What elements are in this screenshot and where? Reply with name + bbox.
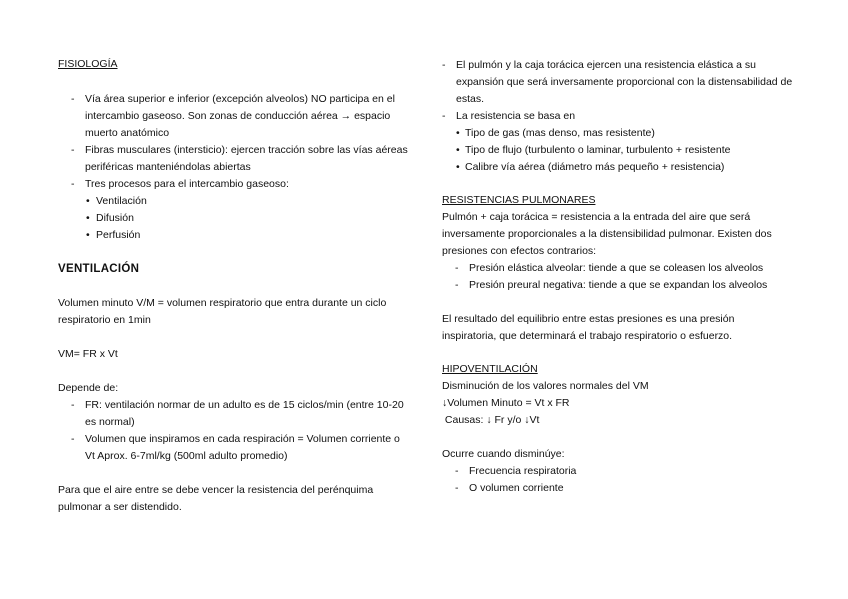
list-item: - Frecuencia respiratoria	[442, 463, 802, 480]
list-item: • Calibre vía aérea (diámetro más pequeño + resistencia)	[442, 159, 802, 176]
list-item: - El pulmón y la caja torácica ejercen una resistencia elástica a su expansión que será inversamente proporcional con la distensabilidad de estas.	[442, 57, 802, 108]
fisiologia-heading: FISIOLOGÍA	[58, 58, 118, 70]
depende-list	[58, 397, 408, 465]
list-item: - Volumen que inspiramos en cada respiración = Volumen corriente o Vt Aprox. 6-7ml/kg (500ml adulto promedio)	[58, 431, 408, 465]
ventilacion-heading: VENTILACIÓN	[58, 263, 140, 275]
depende-text: Depende de:	[58, 382, 119, 394]
resistencia-factores-list	[442, 125, 802, 176]
hipoventilacion-def: Disminución de los valores normales del VM	[442, 380, 649, 392]
fisiologia-list	[58, 91, 408, 193]
list-item: - Vía área superior e inferior (excepción alveolos) NO participa en el intercambio gaseoso. Son zonas de conducción aérea → espacio muerto anatómico	[58, 91, 408, 142]
equilibrio-text: El resultado del equilibrio entre estas presiones es una presión inspiratoria, que determinará el trabajo respiratorio o esfuerzo.	[442, 313, 735, 342]
list-item: - O volumen corriente	[442, 480, 802, 497]
list-item: - FR: ventilación normar de un adulto es de 15 ciclos/min (entre 10-20 es normal)	[58, 397, 408, 431]
list-item: - Tres procesos para el intercambio gaseoso:	[58, 176, 408, 193]
presiones-list	[442, 260, 802, 294]
resistencias-heading: RESISTENCIAS PULMONARES	[442, 194, 596, 206]
ocurre-text: Ocurre cuando disminúye:	[442, 448, 565, 460]
resistencia-parenquima-text: Para que el aire entre se debe vencer la resistencia del perénquima pulmonar a ser distendido.	[58, 484, 374, 513]
resistencias-text: Pulmón + caja torácica = resistencia a la entrada del aire que será inversamente proporcionales a la distensibilidad pulmonar. Existen dos presiones con efectos contrarios:	[442, 211, 772, 257]
list-item: - La resistencia se basa en	[442, 108, 802, 125]
list-item: • Tipo de gas (mas denso, mas resistente)	[442, 125, 802, 142]
list-item: • Perfusión	[58, 227, 408, 244]
resistencia-elastica-list	[442, 57, 802, 125]
volumen-minuto-formula: ↓Volumen Minuto = Vt x FR	[442, 397, 570, 409]
disminucion-list	[442, 463, 802, 497]
list-item: • Difusión	[58, 210, 408, 227]
vm-formula: VM= FR x Vt	[58, 348, 118, 360]
list-item: • Ventilación	[58, 193, 408, 210]
list-item: - Presión elástica alveolar: tiende a que se coleasen los alveolos	[442, 260, 802, 277]
volumen-minuto-text: Volumen minuto V/M = volumen respiratorio que entra durante un ciclo respiratorio en 1min	[58, 297, 387, 326]
hipoventilacion-heading: HIPOVENTILACIÓN	[442, 363, 538, 375]
list-item: - Fibras musculares (intersticio): ejercen tracción sobre las vías aéreas periféricas manteniéndolas abiertas	[58, 142, 408, 176]
list-item: • Tipo de flujo (turbulento o laminar, turbulento + resistente	[442, 142, 802, 159]
list-item: - Presión preural negativa: tiende a que se expandan los alveolos	[442, 277, 802, 294]
causas-text: Causas: ↓ Fr y/o ↓Vt	[442, 414, 540, 426]
procesos-list	[58, 193, 408, 244]
